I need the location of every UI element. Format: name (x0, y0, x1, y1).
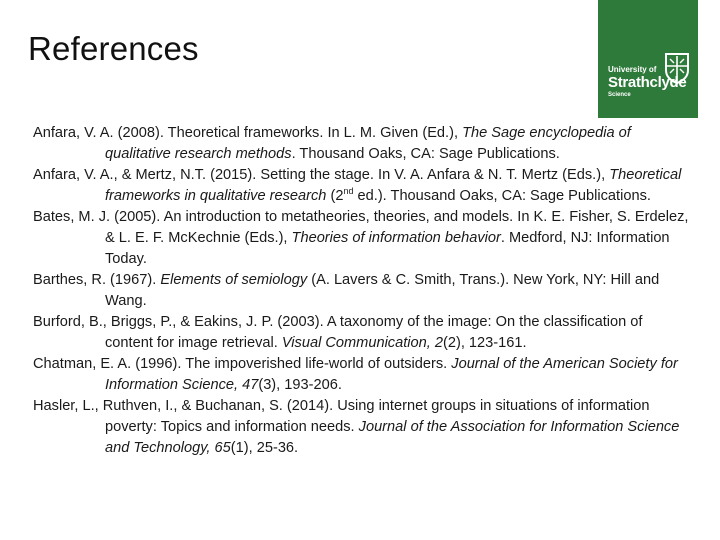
university-logo (598, 0, 698, 118)
reference-item: Barthes, R. (1967). Elements of semiology (A. Lavers & C. Smith, Trans.). New York, NY: Hill and Wang. (33, 272, 660, 309)
logo-line-strathclyde: Strathclyde (608, 74, 687, 91)
reference-item: Burford, B., Briggs, P., & Eakins, J. P. (2003). A taxonomy of the image: On the classification of content for image retrieval. Visual Communication, 2(2), 123-161. (33, 314, 643, 351)
reference-item: Chatman, E. A. (1996). The impoverished life-world of outsiders. Journal of the American Society for Information Science, 47(3), 193-206. (33, 356, 678, 393)
reference-item: Anfara, V. A. (2008). Theoretical frameworks. In L. M. Given (Ed.), The Sage encyclopedia of qualitative research methods. Thousand Oaks, CA: Sage Publications. (33, 125, 631, 162)
reference-item: Anfara, V. A., & Mertz, N.T. (2015). Setting the stage. In V. A. Anfara & N. T. Mertz (Eds.), Theoretical frameworks in qualitative research (2nd ed.). Thousand Oaks, CA: Sage Publications. (33, 167, 682, 204)
slide-title: References (28, 30, 199, 67)
reference-list (33, 123, 693, 459)
logo-line-university-of: University of (608, 65, 657, 74)
logo-line-science: Science (608, 92, 631, 98)
reference-item: Bates, M. J. (2005). An introduction to metatheories, theories, and models. In K. E. Fisher, S. Erdelez, & L. E. F. McKechnie (Eds.), Theories of information behavior. Medford, NJ: Information Today. (33, 209, 689, 267)
reference-item: Hasler, L., Ruthven, I., & Buchanan, S. (2014). Using internet groups in situations of information poverty: Topics and information needs. Journal of the Association for Information Science and Technology, 65(1), 25-36. (33, 398, 680, 456)
